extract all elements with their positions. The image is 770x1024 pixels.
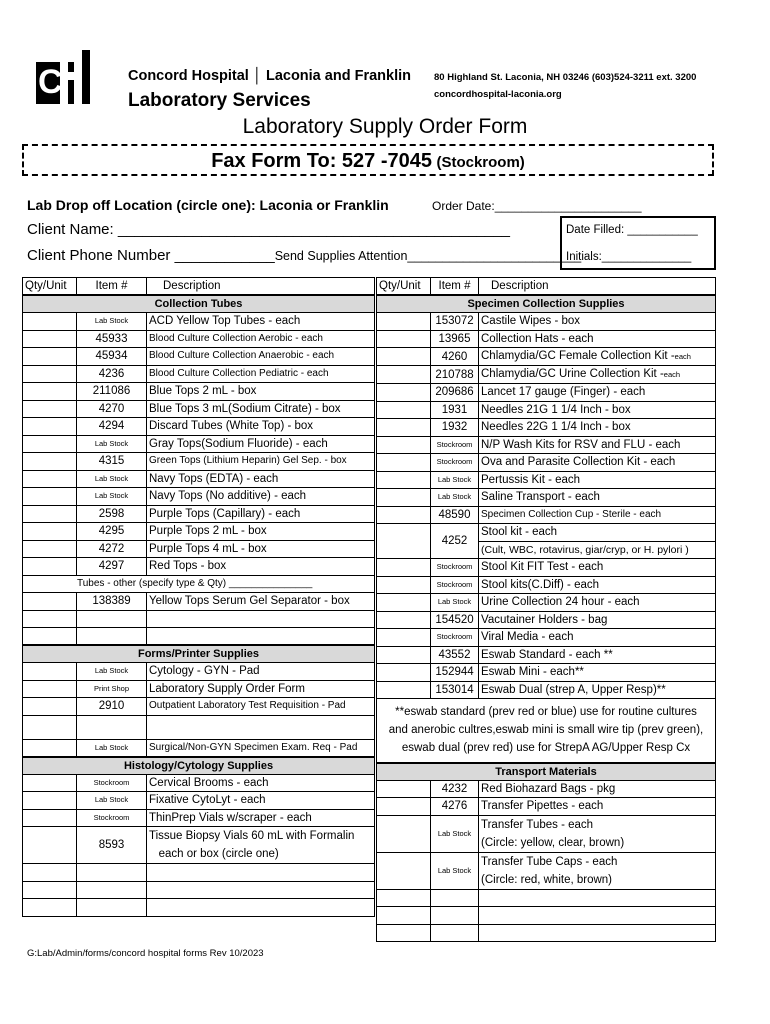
item-number: Lab Stock bbox=[431, 815, 479, 852]
qty-cell[interactable] bbox=[377, 780, 431, 798]
table-row bbox=[377, 313, 716, 331]
item-description: Red Tops - box bbox=[147, 558, 375, 576]
qty-cell[interactable] bbox=[377, 454, 431, 472]
qty-cell[interactable] bbox=[377, 629, 431, 647]
item-number: Lab Stock bbox=[77, 435, 147, 453]
item-description: Surgical/Non-GYN Specimen Exam. Req - Pad bbox=[147, 739, 375, 757]
item-number: 4294 bbox=[77, 418, 147, 436]
item-number: 4272 bbox=[77, 540, 147, 558]
item-description: Chlamydia/GC Urine Collection Kit -each bbox=[479, 366, 716, 384]
drop-off-location-field[interactable]: Lab Drop off Location (circle one): Laconia or Franklin bbox=[27, 197, 389, 213]
table-row bbox=[23, 698, 375, 716]
item-number: Lab Stock bbox=[431, 594, 479, 612]
table-row bbox=[377, 471, 716, 489]
item-number: Lab Stock bbox=[431, 852, 479, 889]
item-number: Lab Stock bbox=[77, 739, 147, 757]
item-description: Navy Tops (EDTA) - each bbox=[147, 470, 375, 488]
item-description: Eswab Standard - each ** bbox=[479, 646, 716, 664]
table-row bbox=[23, 663, 375, 681]
item-description: Urine Collection 24 hour - each bbox=[479, 594, 716, 612]
table-row bbox=[377, 611, 716, 629]
qty-cell[interactable] bbox=[23, 313, 77, 331]
department-name: Laboratory Services bbox=[128, 90, 311, 111]
item-number: 211086 bbox=[77, 383, 147, 401]
item-description: Pertussis Kit - each bbox=[479, 471, 716, 489]
item-description: Laboratory Supply Order Form bbox=[147, 680, 375, 698]
item-number: 209686 bbox=[431, 384, 479, 402]
item-description: Fixative CytoLyt - each bbox=[147, 792, 375, 810]
qty-cell[interactable] bbox=[377, 348, 431, 366]
item-number: Lab Stock bbox=[77, 792, 147, 810]
item-number: 45933 bbox=[77, 330, 147, 348]
qty-cell[interactable] bbox=[23, 523, 77, 541]
qty-cell[interactable] bbox=[377, 664, 431, 682]
item-number: 45934 bbox=[77, 348, 147, 366]
item-description: Cytology - GYN - Pad bbox=[147, 663, 375, 681]
initials-field[interactable]: Initials:______________ bbox=[566, 251, 692, 263]
item-description: N/P Wash Kits for RSV and FLU - each bbox=[479, 436, 716, 454]
qty-cell[interactable] bbox=[23, 435, 77, 453]
item-description-note: (Cult, WBC, rotavirus, giar/cryp, or H. pylori ) bbox=[479, 541, 716, 559]
forms-section: Forms/Printer Supplies bbox=[23, 645, 375, 663]
item-description: Lancet 17 gauge (Finger) - each bbox=[479, 384, 716, 402]
table-row bbox=[377, 330, 716, 348]
qty-cell[interactable] bbox=[23, 792, 77, 810]
table-row bbox=[23, 523, 375, 541]
item-description: Blood Culture Collection Pediatric - each bbox=[147, 365, 375, 383]
table-row bbox=[377, 576, 716, 594]
table-row bbox=[377, 401, 716, 419]
qty-cell[interactable] bbox=[377, 594, 431, 612]
item-description: Navy Tops (No additive) - each bbox=[147, 488, 375, 506]
item-number: 4270 bbox=[77, 400, 147, 418]
qty-cell[interactable] bbox=[377, 489, 431, 507]
tubes-other-row[interactable]: Tubes - other (specify type & Qty) _______________ bbox=[23, 575, 375, 593]
qty-cell[interactable] bbox=[23, 881, 77, 899]
histology-section: Histology/Cytology Supplies bbox=[23, 757, 375, 775]
item-number: 4252 bbox=[431, 524, 479, 559]
item-description: Needles 22G 1 1/4 Inch - box bbox=[479, 419, 716, 437]
item-description: Needles 21G 1 1/4 Inch - box bbox=[479, 401, 716, 419]
qty-cell[interactable] bbox=[23, 540, 77, 558]
qty-cell[interactable] bbox=[23, 470, 77, 488]
client-phone-row bbox=[27, 247, 581, 264]
item-description: Tissue Biopsy Vials 60 mL with Formalin each or box (circle one) bbox=[147, 827, 375, 864]
table-row bbox=[377, 454, 716, 472]
item-description: Purple Tops 2 mL - box bbox=[147, 523, 375, 541]
client-phone-field[interactable]: Client Phone Number ____________ bbox=[27, 247, 275, 264]
qty-cell[interactable] bbox=[377, 924, 431, 942]
qty-cell[interactable] bbox=[23, 680, 77, 698]
order-date-field[interactable]: Order Date:______________________ bbox=[432, 199, 642, 213]
qty-cell[interactable] bbox=[23, 610, 77, 628]
item-description: Discard Tubes (White Top) - box bbox=[147, 418, 375, 436]
item-description: Green Tops (Lithium Heparin) Gel Sep. - box bbox=[147, 453, 375, 471]
item-number: Stockroom bbox=[431, 436, 479, 454]
item-number: 4236 bbox=[77, 365, 147, 383]
item-number: 4295 bbox=[77, 523, 147, 541]
qty-cell[interactable] bbox=[377, 471, 431, 489]
table-row bbox=[377, 419, 716, 437]
table-row bbox=[377, 436, 716, 454]
client-name-field[interactable]: Client Name: _______________________________________________ bbox=[27, 221, 510, 238]
office-use-box bbox=[560, 216, 716, 270]
item-description: Stool kit - each bbox=[479, 524, 716, 542]
qty-cell[interactable] bbox=[377, 681, 431, 699]
item-description: Transfer Tube Caps - each (Circle: red, white, brown) bbox=[479, 852, 716, 889]
table-row bbox=[23, 470, 375, 488]
table-row bbox=[377, 681, 716, 699]
item-description: Chlamydia/GC Female Collection Kit -each bbox=[479, 348, 716, 366]
item-header: Item # bbox=[431, 278, 479, 296]
table-row bbox=[377, 664, 716, 682]
qty-cell[interactable] bbox=[23, 330, 77, 348]
item-number: 2910 bbox=[77, 698, 147, 716]
item-number: Stockroom bbox=[431, 576, 479, 594]
item-description: Blood Culture Collection Anaerobic - each bbox=[147, 348, 375, 366]
qty-cell[interactable] bbox=[23, 698, 77, 716]
item-number: 48590 bbox=[431, 506, 479, 524]
item-description: Stool Kit FIT Test - each bbox=[479, 559, 716, 577]
table-row bbox=[23, 680, 375, 698]
item-number: Stockroom bbox=[77, 809, 147, 827]
item-description: Blue Tops 2 mL - box bbox=[147, 383, 375, 401]
item-number: Lab Stock bbox=[77, 488, 147, 506]
qty-cell[interactable] bbox=[377, 889, 431, 907]
table-row bbox=[23, 809, 375, 827]
qty-cell[interactable] bbox=[23, 739, 77, 757]
qty-cell[interactable] bbox=[377, 611, 431, 629]
table-row bbox=[23, 313, 375, 331]
item-number: 1931 bbox=[431, 401, 479, 419]
qty-cell[interactable] bbox=[377, 576, 431, 594]
qty-cell[interactable] bbox=[23, 453, 77, 471]
item-description: Gray Tops(Sodium Fluoride) - each bbox=[147, 435, 375, 453]
table-row bbox=[23, 792, 375, 810]
hospital-logo: C bbox=[36, 50, 90, 104]
item-number: Stockroom bbox=[431, 559, 479, 577]
item-description: Eswab Mini - each** bbox=[479, 664, 716, 682]
item-number: Lab Stock bbox=[77, 470, 147, 488]
fax-banner bbox=[22, 144, 714, 176]
item-number: 8593 bbox=[77, 827, 147, 864]
item-description: Transfer Pipettes - each bbox=[479, 798, 716, 816]
item-description: Viral Media - each bbox=[479, 629, 716, 647]
qty-cell[interactable] bbox=[377, 559, 431, 577]
table-row bbox=[23, 505, 375, 523]
qty-cell[interactable] bbox=[377, 401, 431, 419]
item-description: Collection Hats - each bbox=[479, 330, 716, 348]
qty-cell[interactable] bbox=[23, 348, 77, 366]
table-row bbox=[23, 418, 375, 436]
item-description: ACD Yellow Top Tubes - each bbox=[147, 313, 375, 331]
table-row bbox=[23, 540, 375, 558]
item-description: Blue Tops 3 mL(Sodium Citrate) - box bbox=[147, 400, 375, 418]
table-row bbox=[23, 453, 375, 471]
eswab-note: **eswab standard (prev red or blue) use for routine cultures and anerobic cultres,eswab mini is small wire tip (prev green), eswab dual (prev red) use for StrepA AG/Upper Resp Cx bbox=[377, 699, 716, 763]
item-number: Lab Stock bbox=[431, 471, 479, 489]
item-description: Cervical Brooms - each bbox=[147, 774, 375, 792]
qty-cell[interactable] bbox=[377, 815, 431, 852]
item-number: Stockroom bbox=[431, 454, 479, 472]
table-row bbox=[377, 594, 716, 612]
hospital-website: concordhospital-laconia.org bbox=[434, 89, 562, 100]
item-description: Saline Transport - each bbox=[479, 489, 716, 507]
item-number: 154520 bbox=[431, 611, 479, 629]
footer-path: G:Lab/Admin/forms/concord hospital forms Rev 10/2023 bbox=[27, 948, 264, 959]
item-number: 4297 bbox=[77, 558, 147, 576]
send-attention-field[interactable]: Send Supplies Attention_________________________ bbox=[274, 249, 582, 263]
item-description: Yellow Tops Serum Gel Separator - box bbox=[147, 593, 375, 611]
table-row bbox=[23, 383, 375, 401]
item-description: Eswab Dual (strep A, Upper Resp)** bbox=[479, 681, 716, 699]
qty-cell[interactable] bbox=[23, 715, 77, 739]
qty-cell[interactable] bbox=[377, 852, 431, 889]
item-description: Purple Tops (Capillary) - each bbox=[147, 505, 375, 523]
item-header: Item # bbox=[77, 278, 147, 296]
qty-header: Qty/Unit bbox=[23, 278, 77, 296]
qty-cell[interactable] bbox=[23, 558, 77, 576]
qty-cell[interactable] bbox=[377, 313, 431, 331]
qty-cell[interactable] bbox=[23, 365, 77, 383]
item-number: 210788 bbox=[431, 366, 479, 384]
qty-cell[interactable] bbox=[377, 506, 431, 524]
qty-cell[interactable] bbox=[377, 646, 431, 664]
item-description: Specimen Collection Cup - Sterile - each bbox=[479, 506, 716, 524]
qty-cell[interactable] bbox=[23, 628, 77, 646]
qty-cell[interactable] bbox=[23, 864, 77, 882]
transport-section: Transport Materials bbox=[377, 763, 716, 781]
table-row bbox=[377, 348, 716, 366]
item-number: Print Shop bbox=[77, 680, 147, 698]
qty-header: Qty/Unit bbox=[377, 278, 431, 296]
hospital-address: 80 Highland St. Laconia, NH 03246 (603)524-3211 ext. 3200 bbox=[434, 72, 697, 83]
fax-number: Fax Form To: 527 -7045 bbox=[211, 150, 433, 172]
table-row bbox=[23, 558, 375, 576]
qty-cell[interactable] bbox=[23, 593, 77, 611]
table-row bbox=[377, 780, 716, 798]
table-row bbox=[23, 348, 375, 366]
item-number: 4276 bbox=[431, 798, 479, 816]
item-number: Stockroom bbox=[77, 774, 147, 792]
qty-cell[interactable] bbox=[23, 899, 77, 917]
qty-cell[interactable] bbox=[377, 436, 431, 454]
item-description: Purple Tops 4 mL - box bbox=[147, 540, 375, 558]
item-number: 13965 bbox=[431, 330, 479, 348]
item-number: 152944 bbox=[431, 664, 479, 682]
qty-cell[interactable] bbox=[23, 418, 77, 436]
qty-cell[interactable] bbox=[23, 400, 77, 418]
table-row bbox=[377, 646, 716, 664]
date-filled-field[interactable]: Date Filled: ___________ bbox=[566, 224, 698, 236]
table-row bbox=[377, 489, 716, 507]
item-description: ThinPrep Vials w/scraper - each bbox=[147, 809, 375, 827]
item-number: 153014 bbox=[431, 681, 479, 699]
item-number: 4232 bbox=[431, 780, 479, 798]
qty-cell[interactable] bbox=[377, 330, 431, 348]
item-number: 4315 bbox=[77, 453, 147, 471]
table-row bbox=[23, 435, 375, 453]
hospital-name: Concord Hospital │ Laconia and Franklin bbox=[128, 68, 411, 84]
table-row bbox=[23, 774, 375, 792]
table-row bbox=[23, 330, 375, 348]
item-number: 43552 bbox=[431, 646, 479, 664]
qty-cell[interactable] bbox=[377, 907, 431, 925]
qty-cell[interactable] bbox=[23, 774, 77, 792]
form-title: Laboratory Supply Order Form bbox=[242, 115, 528, 138]
qty-cell[interactable] bbox=[23, 488, 77, 506]
qty-cell[interactable] bbox=[377, 366, 431, 384]
description-header: Description bbox=[479, 278, 716, 296]
qty-cell[interactable] bbox=[23, 383, 77, 401]
table-row bbox=[23, 365, 375, 383]
table-row bbox=[377, 798, 716, 816]
qty-cell[interactable] bbox=[377, 798, 431, 816]
qty-cell[interactable] bbox=[23, 663, 77, 681]
item-number: 4260 bbox=[431, 348, 479, 366]
fax-note: (Stockroom) bbox=[436, 154, 525, 171]
specimen-section: Specimen Collection Supplies bbox=[377, 295, 716, 313]
qty-cell[interactable] bbox=[377, 419, 431, 437]
item-description: Blood Culture Collection Aerobic - each bbox=[147, 330, 375, 348]
item-description: Transfer Tubes - each (Circle: yellow, clear, brown) bbox=[479, 815, 716, 852]
table-row bbox=[377, 559, 716, 577]
qty-cell[interactable] bbox=[377, 524, 431, 559]
item-number: Lab Stock bbox=[431, 489, 479, 507]
table-row bbox=[377, 506, 716, 524]
item-description: Vacutainer Holders - bag bbox=[479, 611, 716, 629]
item-description: Red Biohazard Bags - pkg bbox=[479, 780, 716, 798]
item-number: Lab Stock bbox=[77, 313, 147, 331]
collection-tubes-section: Collection Tubes bbox=[23, 295, 375, 313]
table-row bbox=[377, 366, 716, 384]
qty-cell[interactable] bbox=[23, 809, 77, 827]
qty-cell[interactable] bbox=[23, 827, 77, 864]
item-description: Outpatient Laboratory Test Requisition - Pad bbox=[147, 698, 375, 716]
item-number: 1932 bbox=[431, 419, 479, 437]
item-number: 2598 bbox=[77, 505, 147, 523]
item-number: 153072 bbox=[431, 313, 479, 331]
qty-cell[interactable] bbox=[377, 384, 431, 402]
right-order-table bbox=[376, 277, 716, 942]
qty-cell[interactable] bbox=[23, 505, 77, 523]
item-description: Castile Wipes - box bbox=[479, 313, 716, 331]
item-description: Ova and Parasite Collection Kit - each bbox=[479, 454, 716, 472]
table-row bbox=[23, 488, 375, 506]
item-number: Lab Stock bbox=[77, 663, 147, 681]
description-header: Description bbox=[147, 278, 375, 296]
table-row bbox=[377, 629, 716, 647]
left-order-table bbox=[22, 277, 375, 917]
item-number: 138389 bbox=[77, 593, 147, 611]
item-description: Stool kits(C.Diff) - each bbox=[479, 576, 716, 594]
table-row bbox=[377, 384, 716, 402]
table-row bbox=[23, 400, 375, 418]
item-number: Stockroom bbox=[431, 629, 479, 647]
